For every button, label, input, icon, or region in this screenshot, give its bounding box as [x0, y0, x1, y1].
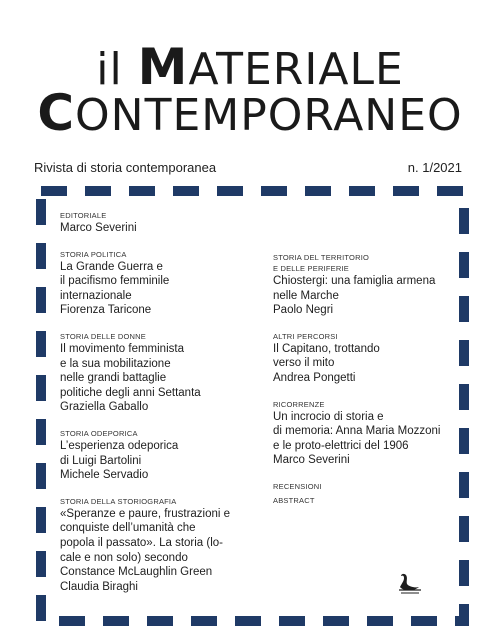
entry-line: di memoria: Anna Maria Mozzoni [273, 425, 441, 438]
section-editoriale [60, 210, 260, 236]
section-storia-odeporica [60, 428, 260, 483]
section-label: RICORRENZE [273, 399, 325, 409]
entry-author: Michele Servadio [60, 469, 149, 482]
section-storia-donne [60, 331, 260, 415]
section-label: STORIA POLITICA [60, 249, 127, 259]
section-storia-territorio [273, 252, 453, 318]
journal-title-line-1: il MATERIALE [96, 38, 404, 96]
section-recensioni [273, 481, 453, 492]
section-ricorrenze [273, 399, 453, 468]
entry-line: Il Capitano, trottando [273, 342, 380, 355]
contents-left-column [60, 210, 260, 607]
entry-line: Un incrocio di storia e [273, 410, 384, 423]
section-label: EDITORIALE [60, 211, 107, 220]
entry-line: La Grande Guerra e [60, 260, 163, 273]
entry-author: Graziella Gaballo [60, 401, 149, 414]
section-storia-storiografia [60, 496, 260, 595]
entry-line: Il movimento femminista [60, 342, 184, 355]
entry-line: Marco Severini [60, 222, 137, 234]
swan-logo-icon [397, 572, 423, 594]
entry-author: Paolo Negri [273, 304, 334, 317]
entry-author: Andrea Pongetti [273, 371, 356, 384]
entry-line: verso il mito [273, 357, 335, 370]
entry-line: politiche degli anni Settanta [60, 386, 201, 399]
entry-line: Chiostergi: una famiglia armena [273, 275, 436, 287]
section-label: ABSTRACT [273, 495, 315, 505]
section-label: STORIA DEL TERRITORIO [273, 253, 370, 262]
entry-author: Claudia Biraghi [60, 580, 138, 593]
section-label: STORIA DELLE DONNE [60, 331, 146, 341]
entry-line: L’esperienza odeporica [60, 439, 179, 452]
journal-title-line-2: CONTEMPORANEO [37, 84, 463, 142]
journal-subtitle: Rivista di storia contemporanea [34, 160, 217, 175]
section-storia-politica [60, 249, 260, 318]
section-label: ALTRI PERCORSI [273, 331, 338, 341]
entry-line: di Luigi Bartolini [60, 454, 142, 467]
section-altri-percorsi [273, 331, 453, 386]
section-label: STORIA ODEPORICA [60, 428, 138, 438]
entry-line: «Speranze e paure, frustrazioni e [60, 507, 231, 520]
entry-line: e la sua mobilitazione [60, 357, 171, 370]
section-label: RECENSIONI [273, 481, 322, 491]
entry-line: internazionale [60, 289, 132, 302]
entry-line: nelle grandi battaglie [60, 372, 167, 385]
section-label: E DELLE PERIFERIE [273, 264, 349, 273]
entry-line: conquiste dell’umanità che [60, 522, 196, 535]
entry-line: il pacifismo femminile [60, 275, 170, 288]
entry-line: Constance McLaughlin Green [60, 566, 213, 579]
contents-right-column [273, 252, 453, 519]
entry-author: Fiorenza Taricone [60, 304, 152, 317]
entry-line: e le proto-elettrici del 1906 [273, 439, 409, 452]
entry-author: Marco Severini [273, 454, 350, 467]
entry-line: popola il passato». La storia (lo- [60, 536, 224, 549]
section-label: STORIA DELLA STORIOGRAFIA [60, 496, 177, 506]
section-abstract [273, 495, 453, 506]
entry-line: cale e non solo) secondo [60, 551, 188, 564]
entry-line: nelle Marche [273, 289, 339, 302]
issue-number: n. 1/2021 [407, 160, 462, 175]
